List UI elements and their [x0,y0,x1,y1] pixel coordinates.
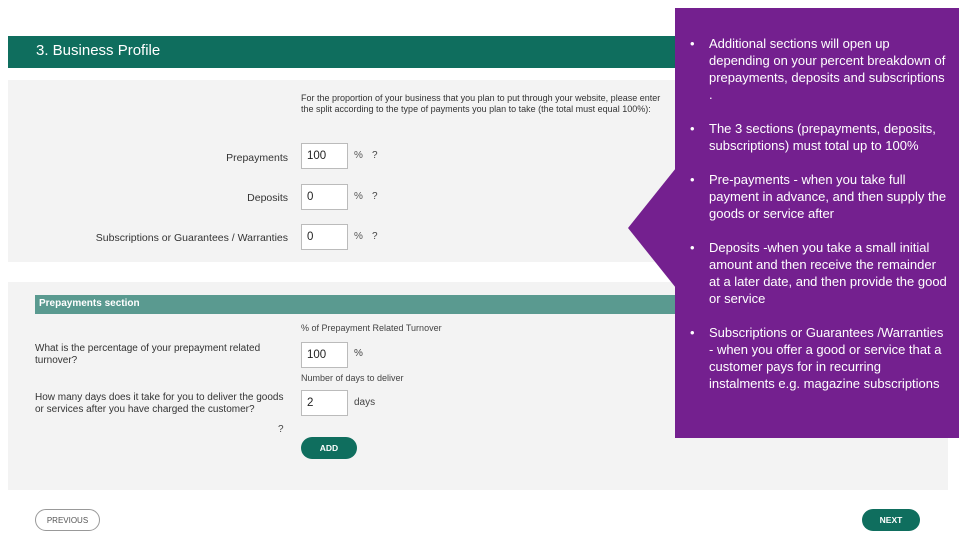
callout-item: • Subscriptions or Guarantees /Warranties - when you offer a good or service that a customer pays for in recurring instalments e.g. magazine subscriptions [709,324,949,392]
deposits-label: Deposits [247,192,288,204]
turnover-percent-sign: % [354,348,363,359]
prepayments-help-icon[interactable]: ? [372,150,378,161]
add-button[interactable]: ADD [301,437,357,459]
deposits-input[interactable] [301,184,348,210]
turnover-question: What is the percentage of your prepayment related turnover? [35,343,261,366]
callout-item: • Pre-payments - when you take full payment in advance, and then supply the goods or service after [709,171,949,222]
callout-list [709,35,949,392]
prepayments-section-title: Prepayments section [35,295,695,314]
payment-split-intro: For the proportion of your business that you plan to put through your website, please enter the split according to the type of payments you plan to take (the total must equal 100%): [301,93,661,114]
callout-item: • Additional sections will open up depending on your percent breakdown of prepayments, deposits and subscriptions . [709,35,949,103]
days-caption: Number of days to deliver [301,373,404,383]
subscriptions-percent-sign: % [354,231,363,242]
prepayments-percent-sign: % [354,150,363,161]
prepayments-input[interactable] [301,143,348,169]
page-title: 3. Business Profile [8,36,948,68]
prepayments-label: Prepayments [226,152,288,164]
turnover-input[interactable] [301,342,348,368]
days-question: How many days does it take for you to deliver the goods or services after you have charged the customer? [35,392,284,415]
days-input[interactable] [301,390,348,416]
callout-pointer [628,168,676,288]
turnover-caption: % of Prepayment Related Turnover [301,323,442,333]
next-button[interactable]: NEXT [862,509,920,531]
days-unit: days [354,397,376,408]
subscriptions-label: Subscriptions or Guarantees / Warranties [95,232,288,244]
deposits-percent-sign: % [354,191,363,202]
subscriptions-help-icon[interactable]: ? [372,231,378,242]
callout-item: • The 3 sections (prepayments, deposits, subscriptions) must total up to 100% [709,120,949,154]
deposits-help-icon[interactable]: ? [372,191,378,202]
days-help-icon[interactable]: ? [278,424,284,435]
callout-item: • Deposits -when you take a small initial amount and then receive the remainder at a later date, and then provide the good or service [709,239,949,307]
help-callout [675,8,959,438]
subscriptions-input[interactable] [301,224,348,250]
previous-button[interactable]: PREVIOUS [35,509,100,531]
